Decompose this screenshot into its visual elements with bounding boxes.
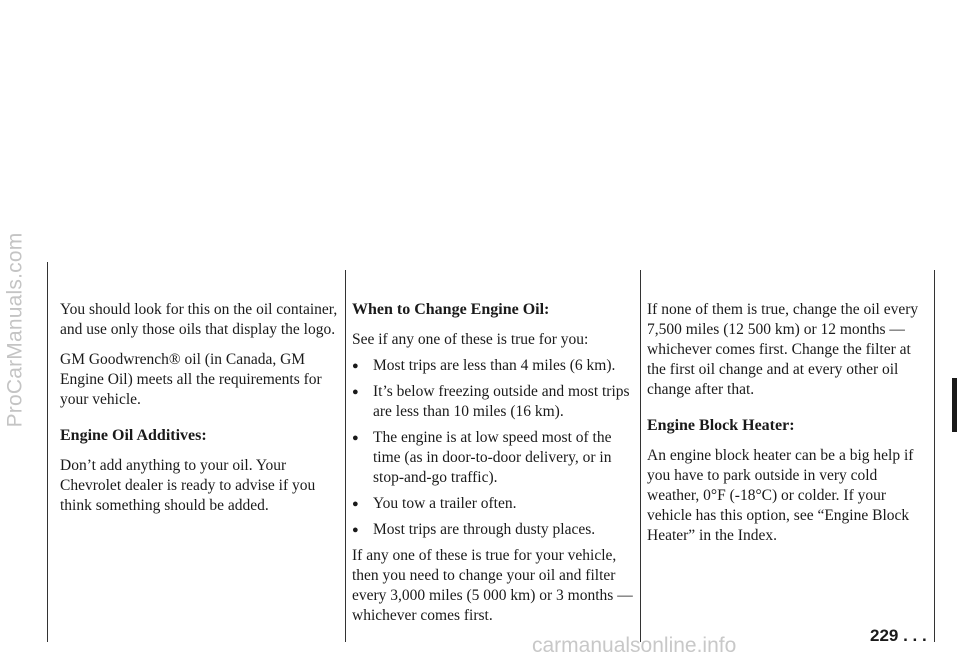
column-rule-middle-1 (345, 270, 346, 642)
list-item: ● You tow a trailer often. (352, 495, 517, 512)
paragraph-block-heater: An engine block heater can be a big help if you have to park outside in very cold weather, 0°F (-18°C) or colder. If your vehicle has this option, see “Engine Block Heater” in the Index. (647, 447, 914, 544)
heading-oil-additives: Engine Oil Additives: (60, 427, 207, 444)
bullet-icon: ● (352, 524, 359, 536)
bullet-icon: ● (352, 386, 359, 398)
bullet-icon: ● (352, 432, 359, 444)
list-item: ● It’s below freezing outside and most trips are less than 10 miles (16 km). (352, 383, 630, 420)
paragraph-change-interval: If any one of these is true for your vehicle, then you need to change your oil and filter every 3,000 miles (5 000 km) or 3 months — whichever comes first. (352, 547, 633, 624)
heading-block-heater: Engine Block Heater: (647, 417, 795, 434)
list-item: ● Most trips are through dusty places. (352, 521, 596, 538)
paragraph-oil-logo: You should look for this on the oil container, and use only those oils that display the logo. (60, 301, 338, 338)
watermark-left-text: ProCarManuals.com (3, 232, 26, 427)
column-rule-left (47, 262, 48, 642)
bullet-icon: ● (352, 498, 359, 510)
column-2 (352, 300, 636, 626)
list-item: ● The engine is at low speed most of the time (as in door-to-door delivery, or in stop-and-go traffic). (352, 429, 612, 486)
paragraph-additives: Don’t add anything to your oil. Your Chevrolet dealer is ready to advise if you think something should be added. (60, 457, 316, 514)
paragraph-normal-interval: If none of them is true, change the oil every 7,500 miles (12 500 km) or 12 months — whichever comes first. Change the filter at the first oil change and at every other oil change after that. (647, 301, 919, 398)
list-item: ● Most trips are less than 4 miles (6 km). (352, 357, 616, 374)
watermark-bottom: carmanualsonline.info (532, 634, 737, 657)
heading-when-to-change: When to Change Engine Oil: (352, 301, 550, 318)
column-3 (647, 300, 930, 546)
column-rule-right (934, 270, 935, 642)
bullet-icon: ● (352, 360, 359, 372)
paragraph-intro: See if any one of these is true for you: (352, 331, 589, 348)
column-rule-middle-2 (640, 270, 641, 642)
page-number: 229 . . . (870, 626, 927, 645)
section-tab-marker (952, 378, 957, 432)
watermark-left (2, 0, 28, 659)
column-1 (60, 300, 342, 516)
paragraph-goodwrench: GM Goodwrench® oil (in Canada, GM Engine Oil) meets all the requirements for your vehicle. (60, 351, 322, 408)
